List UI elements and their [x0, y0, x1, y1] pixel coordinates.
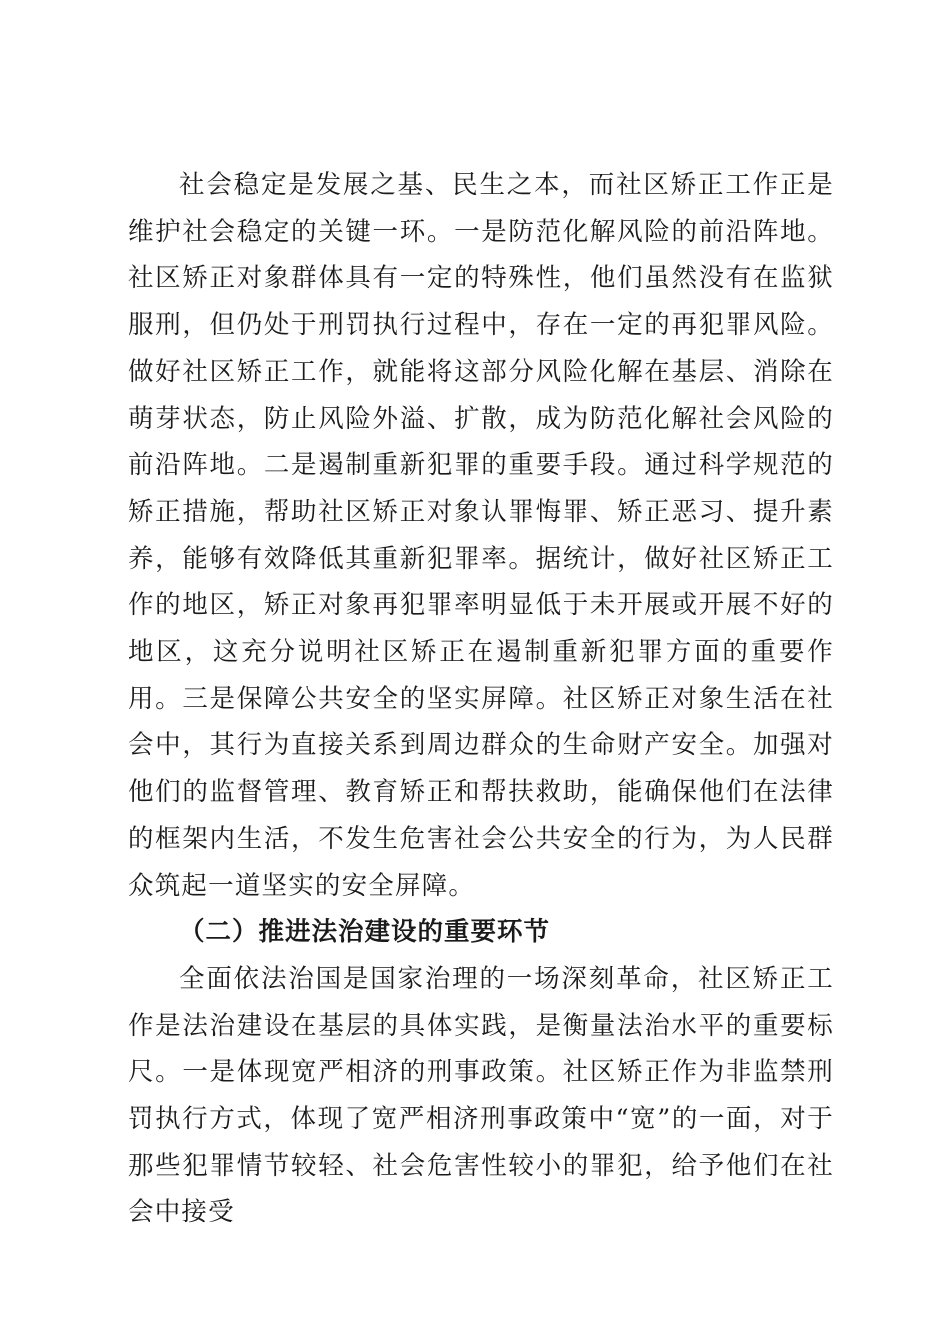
section-heading: （二）推进法治建设的重要环节: [179, 917, 551, 948]
body-paragraph-1: 社会稳定是发展之基、民生之本，而社区矫正工作正是维护社会稳定的关键一环。一是防范化解风险的前沿阵地。社区矫正对象群体具有一定的特殊性，他们虽然没有在监狱服刑，但仍处于刑罚执行过程中，存在一定的再犯罪风险。做好社区矫正工作，就能将这部分风险化解在基层、消除在萌芽状态，防止风险外溢、扩散，成为防范化解社会风险的前沿阵地。二是遏制重新犯罪的重要手段。通过科学规范的矫正措施，帮助社区矫正对象认罪悔罪、矫正恶习、提升素养，能够有效降低其重新犯罪率。据统计，做好社区矫正工作的地区，矫正对象再犯罪率明显低于未开展或开展不好的地区，这充分说明社区矫正在遏制重新犯罪方面的重要作用。三是保障公共安全的坚实屏障。社区矫正对象生活在社会中，其行为直接关系到周边群众的生命财产安全。加强对他们的监督管理、教育矫正和帮扶救助，能确保他们在法律的框架内生活，不发生危害社会公共安全的行为，为人民群众筑起一道坚实的安全屏障。: [128, 170, 834, 901]
document-body: [128, 162, 834, 1236]
body-paragraph-2: 全面依法治国是国家治理的一场深刻革命，社区矫正工作是法治建设在基层的具体实践，是衡量法治水平的重要标尺。一是体现宽严相济的刑事政策。社区矫正作为非监禁刑罚执行方式，体现了宽严相济刑事政策中“宽”的一面，对于那些犯罪情节较轻、社会危害性较小的罪犯，给予他们在社会中接受: [128, 963, 834, 1228]
